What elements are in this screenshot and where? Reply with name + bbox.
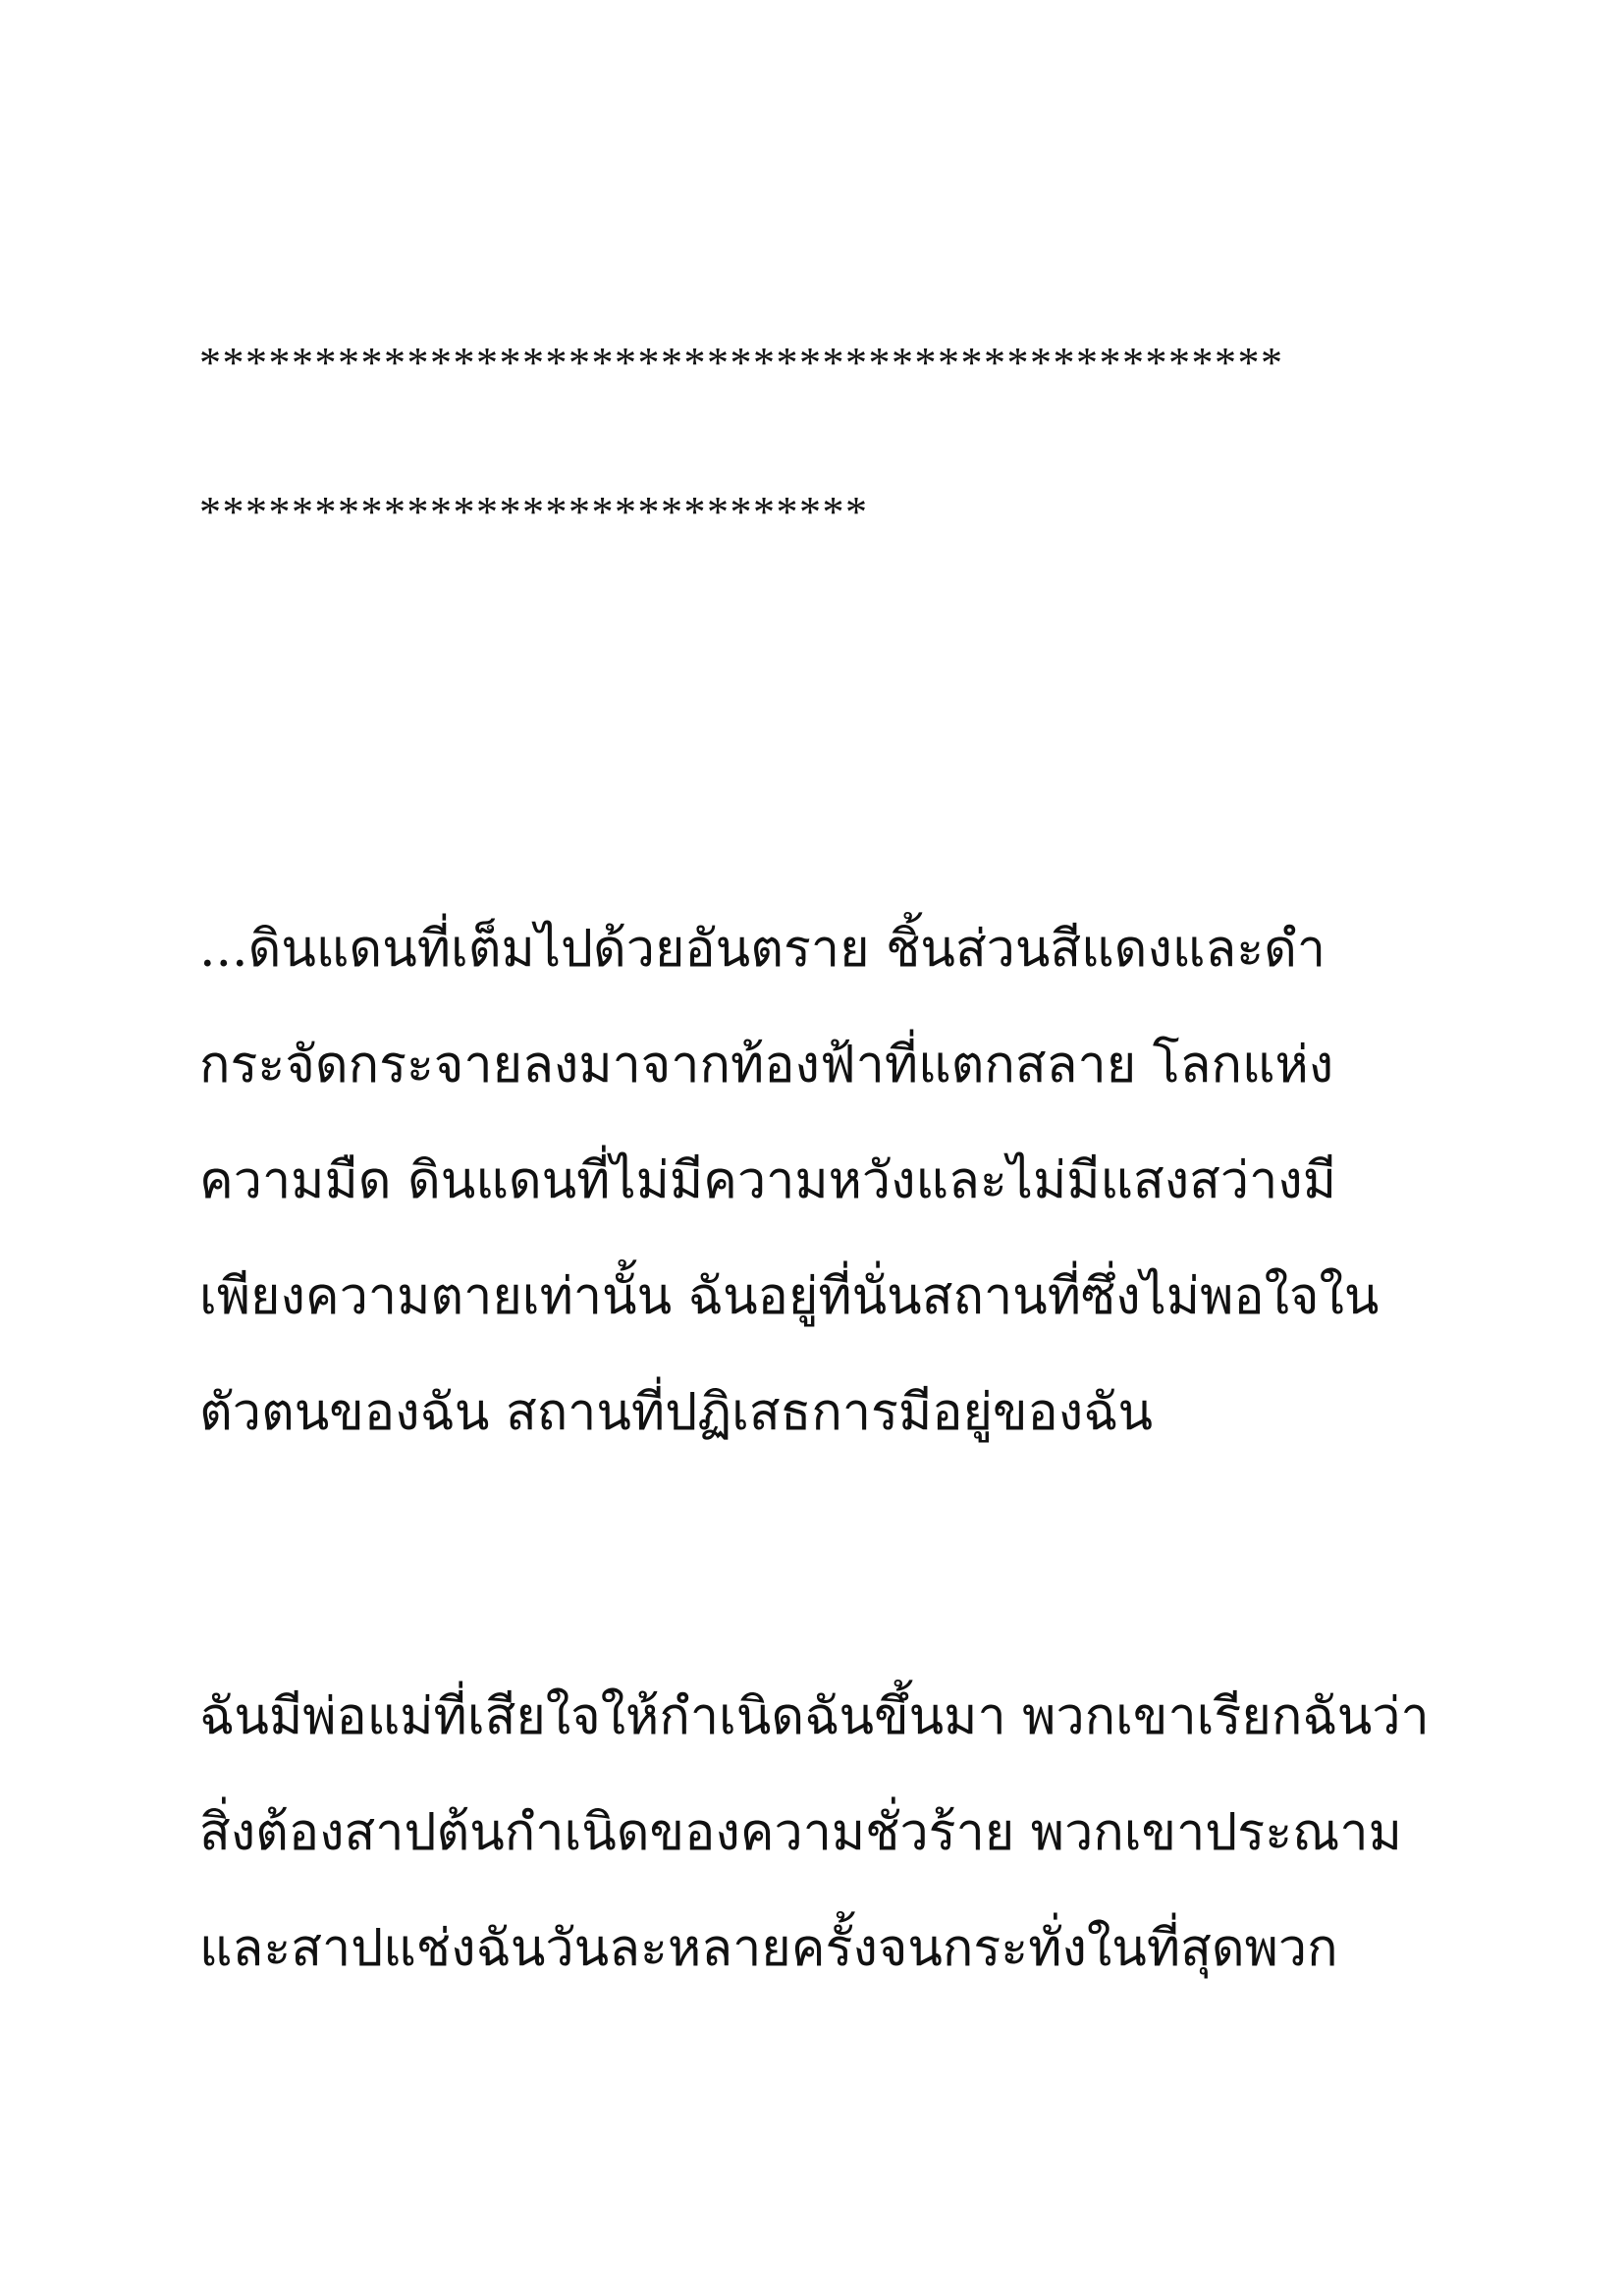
paragraph-2 — [199, 1659, 1430, 2006]
paragraph-1-line-5: ตัวตนของฉัน สถานที่ปฏิเสธการมีอยู่ของฉัน — [199, 1383, 1154, 1442]
paragraph-1-line-1: ...ดินแดนที่เต็มไปด้วยอันตราย ชิ้นส่วนสีแดงและดำ — [199, 920, 1326, 979]
paragraph-2-line-1: ฉันมีพ่อแม่ที่เสียใจให้กำเนิดฉันขึ้นมา พวกเขาเรียกฉันว่า — [199, 1687, 1430, 1746]
paragraph-1-line-3: ความมืด ดินแดนที่ไม่มีความหวังและไม่มีแสงสว่างมี — [199, 1151, 1336, 1210]
paragraph-2-line-2: สิ่งต้องสาปต้นกำเนิดของความชั่วร้าย พวกเขาประณาม — [199, 1803, 1402, 1862]
separator-line-1: *********************************************** — [199, 339, 1284, 387]
paragraph-2-line-3: และสาปแช่งฉันวันละหลายครั้งจนกระทั่งในที่สุดพวก — [199, 1919, 1338, 1978]
paragraph-1-line-4: เพียงความตายเท่านั้น ฉันอยู่ที่นั่นสถานที่ซึ่งไม่พอใจใน — [199, 1267, 1380, 1326]
paragraph-1-line-2: กระจัดกระจายลงมาจากท้องฟ้าที่แตกสลาย โลกแห่ง — [199, 1036, 1334, 1095]
separator-line-2: ***************************** — [199, 488, 869, 536]
paragraph-1 — [199, 891, 1379, 1470]
